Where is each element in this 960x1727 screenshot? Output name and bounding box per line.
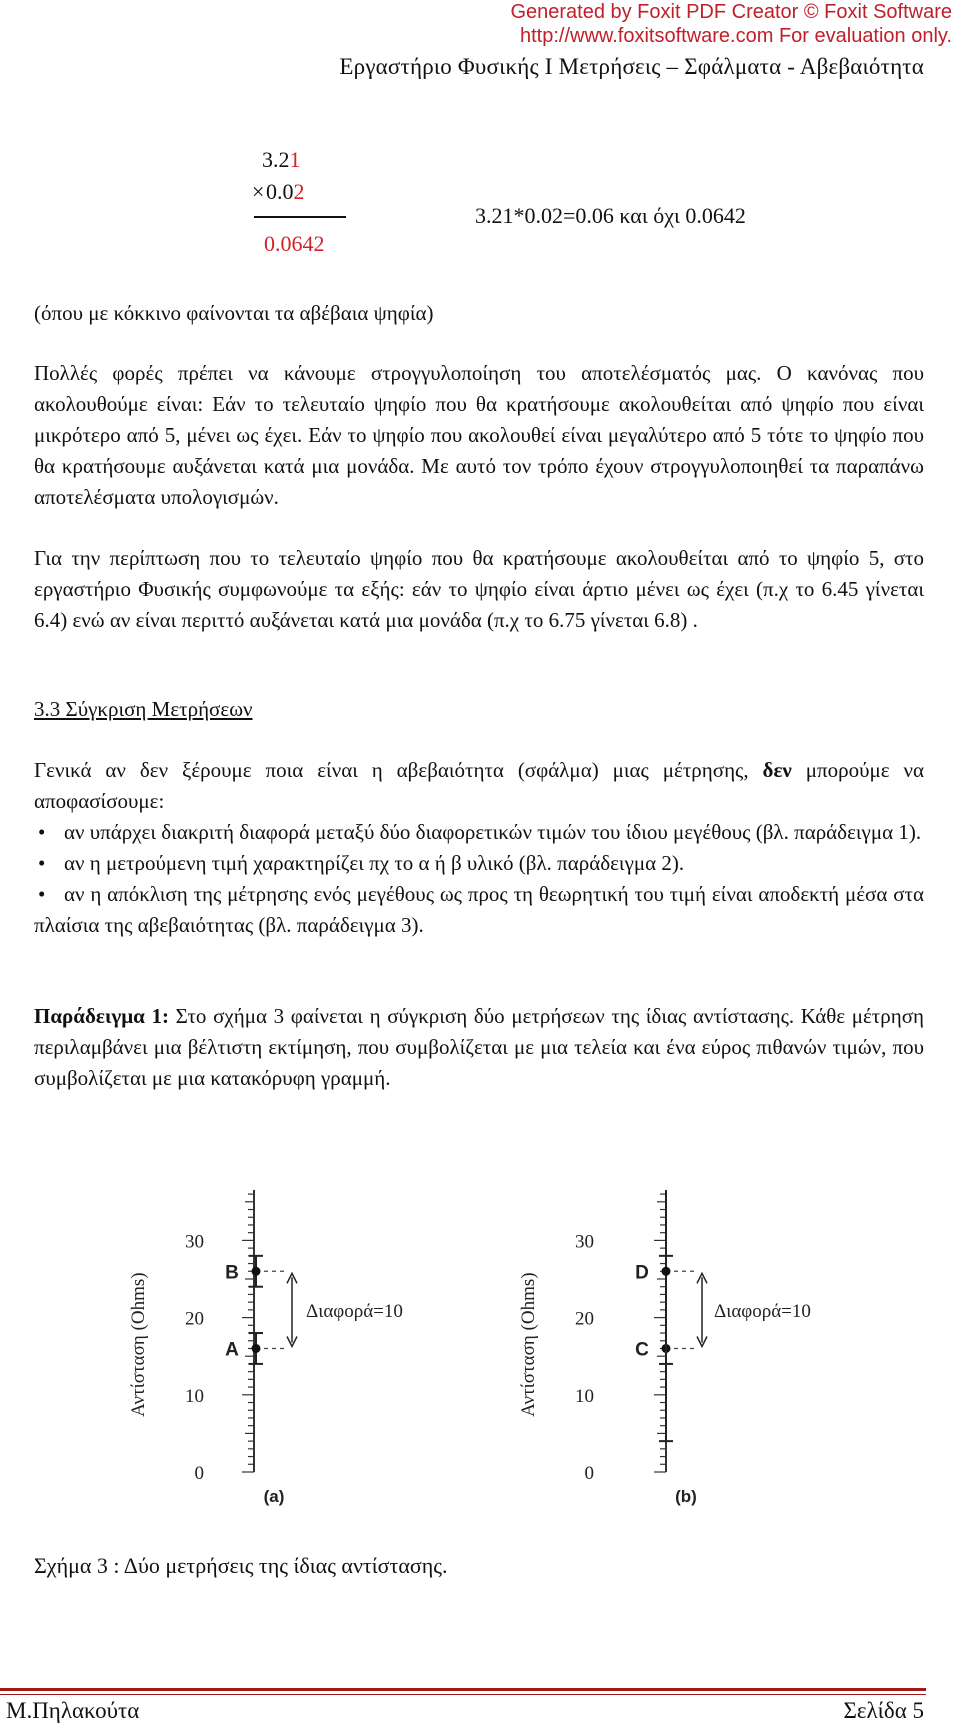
panel-label: (a) — [263, 1487, 285, 1506]
point-label: C — [635, 1339, 649, 1361]
footer-page-number: Σελίδα 5 — [843, 1698, 924, 1723]
measurement-point — [662, 1267, 671, 1276]
tick-label: 0 — [584, 1463, 594, 1484]
uncertain-digit: 2 — [293, 179, 305, 204]
point-label: B — [225, 1262, 239, 1284]
point-label: D — [635, 1262, 649, 1284]
multiplier: ×0.02 — [252, 179, 305, 204]
measurement-point — [252, 1344, 261, 1353]
difference-label: Διαφορά=10 — [714, 1300, 811, 1322]
example-1-paragraph: Παράδειγμα 1: Στο σχήμα 3 φαίνεται η σύγκριση δύο μετρήσεων της ίδιας αντίστασης. Κάθε μέτρηση περιλαμβάνει μια βέλτιστη εκτίμηση, που συμβολίζεται με μια τελεία και ένα εύρος πιθανών τιμών, που συμβολίζεται με μια κατακόρυφη γραμμή. — [34, 1004, 925, 1090]
watermark-line-1: Generated by Foxit PDF Creator © Foxit Software — [510, 1, 952, 23]
watermark-line-2: http://www.foxitsoftware.com For evaluation only. — [519, 25, 952, 47]
running-header: Εργαστήριο Φυσικής Ι Μετρήσεις – Σφάλματα - Αβεβαιότητα — [339, 54, 924, 79]
list-item: • αν υπάρχει διακριτή διαφορά μεταξύ δύο διαφορετικών τιμών του ίδιου μεγέθους (βλ. παράδειγμα 1). — [34, 817, 924, 848]
comparison-intro: Γενικά αν δεν ξέρουμε ποια είναι η αβεβαιότητα (σφάλμα) μιας μέτρησης, δεν μπορούμε να αποφασίσουμε: — [34, 758, 924, 813]
tick-label: 20 — [185, 1308, 204, 1330]
footer-rule-thin — [0, 1694, 926, 1695]
pdf-watermark — [510, 0, 952, 48]
multiplicand: 3.21 — [262, 147, 301, 172]
footer-rule — [0, 1688, 926, 1691]
tick-label: 10 — [185, 1385, 204, 1407]
figure-caption: Σχήμα 3 : Δύο μετρήσεις της ίδιας αντίστασης. — [34, 1553, 448, 1578]
bullet-icon: • — [38, 851, 46, 875]
example-label: Παράδειγμα 1: — [34, 1004, 169, 1028]
uncertain-digits-note: (όπου με κόκκινο φαίνονται τα αβέβαια ψηφία) — [34, 301, 434, 325]
tick-label: 20 — [575, 1308, 594, 1330]
section-heading: 3.3 Σύγκριση Μετρήσεων — [34, 697, 253, 721]
y-axis-label: Αντίσταση (Ohms) — [128, 1272, 149, 1417]
panel-label: (b) — [675, 1487, 697, 1506]
multiplication-rule — [254, 216, 346, 218]
emphasis-den: δεν — [762, 758, 792, 782]
bullet-icon: • — [38, 820, 46, 844]
bullet-icon: • — [38, 882, 46, 906]
uncertain-digit: 1 — [289, 147, 301, 172]
rounding-paragraph: Πολλές φορές πρέπει να κάνουμε στρογγυλοποίηση του αποτελέσματός μας. Ο κανόνας που ακολουθούμε είναι: Εάν το τελευταίο ψηφίο που θα κρατήσουμε ακολουθείται από ψηφίο που είναι μικρότερο από 5, μένει ως έχει. Εάν το ψηφίο που ακολουθεί είναι μεγαλύτερο από 5 τότε το ψηφίο που θα κρατήσουμε αυξάνεται κατά μια μονάδα. Με αυτό τον τρόπο έχουν στρογγυλοποιηθεί τα παραπάνω αποτελέσματα υπολογισμών. — [34, 361, 924, 509]
product: 0.0642 — [264, 231, 325, 256]
list-item: • αν η μετρούμενη τιμή χαρακτηρίζει πχ το α ή β υλικό (βλ. παράδειγμα 2). — [34, 848, 924, 879]
tick-label: 30 — [185, 1231, 204, 1253]
comparison-list — [34, 817, 924, 941]
difference-label: Διαφορά=10 — [306, 1300, 403, 1322]
figure-3 — [34, 1150, 884, 1522]
tick-label: 0 — [194, 1463, 204, 1484]
resistance-comparison-figure — [34, 1150, 884, 1522]
rounding-five-paragraph: Για την περίπτωση που το τελευταίο ψηφίο που θα κρατήσουμε ακολουθείται από το ψηφίο 5, στο εργαστήριο Φυσικής συμφωνούμε τα εξής: εάν το ψηφίο είναι άρτιο μένει ως έχει (π.χ το 6.45 γίνεται 6.4) ενώ αν είναι περιττό αυξάνεται κατά μια μονάδα (π.χ το 6.75 γίνεται 6.8) . — [34, 546, 924, 632]
rounded-equation: 3.21*0.02=0.06 και όχι 0.0642 — [475, 203, 746, 228]
point-label: A — [225, 1339, 239, 1361]
footer-author: Μ.Πηλακούτα — [6, 1698, 140, 1723]
tick-label: 30 — [575, 1231, 594, 1253]
measurement-point — [252, 1267, 261, 1276]
y-axis-label: Αντίσταση (Ohms) — [518, 1272, 539, 1417]
list-item: • αν η απόκλιση της μέτρησης ενός μεγέθους ως προς τη θεωρητική του τιμή είναι αποδεκτή μέσα στα πλαίσια της αβεβαιότητας (βλ. παράδειγμα 3). — [34, 879, 924, 941]
tick-label: 10 — [575, 1385, 594, 1407]
